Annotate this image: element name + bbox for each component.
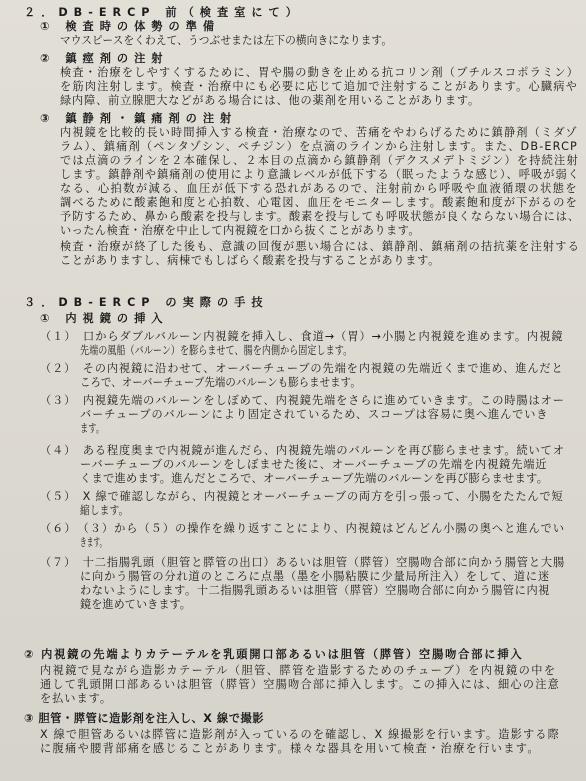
list-line: （４） ある程度奥まで内視鏡が進んだら、内視鏡先端のバルーンを再び膨らませます。続いてオ [40, 444, 565, 457]
step-heading: ① 検査時の体勢の準備 [40, 20, 221, 33]
para-line: 緑内障、前立腺肥大などがある場合には、他の薬剤を用いることがあります。 [60, 94, 480, 107]
list-line: バーチューブのバルーンにより固定されているため、スコープは容易に奥へ進んでいき [80, 408, 549, 421]
list-line: 縮します。 [80, 504, 129, 517]
list-line: （２） その内視鏡に沿わせて、オーバーチューブの先端を内視鏡の先端近くまで進め、進んだと [40, 362, 564, 375]
section-heading: ２．DB-ERCP 前（検査室にて） [24, 6, 303, 19]
list-line: に向かう腸管の分れ道のところに点墨（墨を小腸粘膜に少量局所注入）をして、道に迷 [80, 570, 550, 583]
para-line: 検査・治療が終了した後も、意識の回復が悪い場合には、鎮静剤、鎮痛剤の拮抗薬を注射する [60, 240, 580, 253]
step-heading: ② 鎮痙剤の注射 [40, 52, 169, 65]
para-line: 内視鏡で見ながら造影カテーテル（胆管、膵管を造影するためのチューブ）を内視鏡の中を [40, 664, 557, 677]
para-line: ことがありますし、病棟でもしばらく酸素を投与することがあります。 [60, 254, 440, 267]
para-line: X 線で胆管あるいは膵管に造影剤が入っているのを確認し、X 線撮影を行います。造影する際 [40, 728, 560, 741]
para-line: 調べるために酸素飽和度と心拍数、心電図、血圧をモニターします。酸素飽和度が下がるのを [60, 196, 578, 209]
step-heading: ③ 鎮静剤・鎮痛剤の注射 [40, 112, 238, 125]
step-heading: ③ 胆管・膵管に造影剤を注入し、X 線で撮影 [24, 712, 264, 725]
step-heading: ① 内視鏡の挿入 [40, 312, 169, 325]
list-line: ころで、オーバーチューブ先端のバルーンも膨らませます。 [80, 376, 361, 389]
list-line: ーバーチューブのバルーンをしぼませた後に、オーバーチューブの先端を内視鏡先端近 [80, 458, 548, 471]
section-heading: ３．DB-ERCP の実際の手技 [24, 296, 269, 309]
list-line: （７） 十二指腸乳頭（胆管と膵管の出口）あるいは胆管（膵管）空腸吻合部に向かう腸管と大腸 [40, 556, 565, 569]
para-line: ラム）、鎮痛剤（ペンタゾシン、ペチジン）を点滴のラインから注射します。また、DB-ERCP [60, 140, 578, 153]
para-line: に腹痛や腰背部痛を感じることがあります。様々な器具を用いて検査・治療を行います。 [40, 742, 540, 755]
para-line: を払います。 [40, 692, 112, 705]
list-line: わないようにします。十二指腸乳頭あるいは胆管（膵管）空腸吻合部に向かう腸管に内視 [80, 584, 550, 597]
list-line: （６） （３）から（５）の操作を繰り返すことにより、内視鏡はどんどん小腸の奥へと進んでい [40, 522, 565, 535]
list-line: （１） 口からダブルバルーン内視鏡を挿入し、食道→（胃）→小腸と内視鏡を進めます。内視鏡 [40, 330, 564, 343]
para-line: 通して乳頭開口部あるいは胆管（膵管）空腸吻合部に挿入します。この挿入には、細心の注意 [40, 678, 560, 691]
para-line: なる、心拍数が減る、血圧が低下する恐れがあるので、注射前から呼吸や血液循環の状態を [60, 182, 578, 195]
list-line: （３） 内視鏡先端のバルーンをしぼめて、内視鏡先端をさらに進めていきます。この時腸はオー [40, 394, 565, 407]
para-line: 検査・治療をしやすくするために、胃や腸の動きを止める抗コリン剤（ブチルスコポラミン） [60, 66, 580, 79]
list-line: ます。 [80, 422, 105, 435]
list-line: （５） X 線で確認しながら、内視鏡とオーバーチューブの両方を引っ張って、小腸をたたんで短 [40, 490, 564, 503]
para-line: 予防するため、鼻から酸素を投与します。酸素を投与しても呼吸状態が良くならない場合には、 [60, 210, 580, 223]
para-line: いったん検査・治療を中止して内視鏡を口から抜くことがあります。 [60, 224, 420, 237]
para-line: します。鎮静剤や鎮痛剤の使用により意識レベルが低下する（眠ったような感じ）、呼吸が弱く [60, 168, 580, 181]
list-line: くまで進めます。進んだところで、オーバーチューブ先端のバルーンを再び膨らませます。 [80, 472, 549, 485]
list-line: 先端の風船（バルーン）を膨らませて、腸を内側から固定します。 [80, 344, 353, 357]
list-line: 鏡を進めていきます。 [80, 598, 191, 611]
para-line: を筋肉注射します。検査・治療中にも必要に応じて追加で注射することがあります。心臓病や [60, 80, 578, 93]
para-line: では点滴のラインを２本確保し、２本目の点滴から鎮静剤（デクスメデトミジン）を持続注射 [60, 154, 579, 167]
list-line: きます。 [80, 536, 107, 549]
para-line: マウスピースをくわえて、うつぶせまたは左下の横向きになります。 [60, 34, 393, 47]
para-line: 内視鏡を比較的長い時間挿入する検査・治療なので、苦痛をやわらげるために鎮静剤（ミダゾ [60, 126, 578, 139]
step-heading: ② 内視鏡の先端よりカテーテルを乳頭開口部あるいは胆管（膵管）空腸吻合部に挿入 [24, 648, 524, 661]
